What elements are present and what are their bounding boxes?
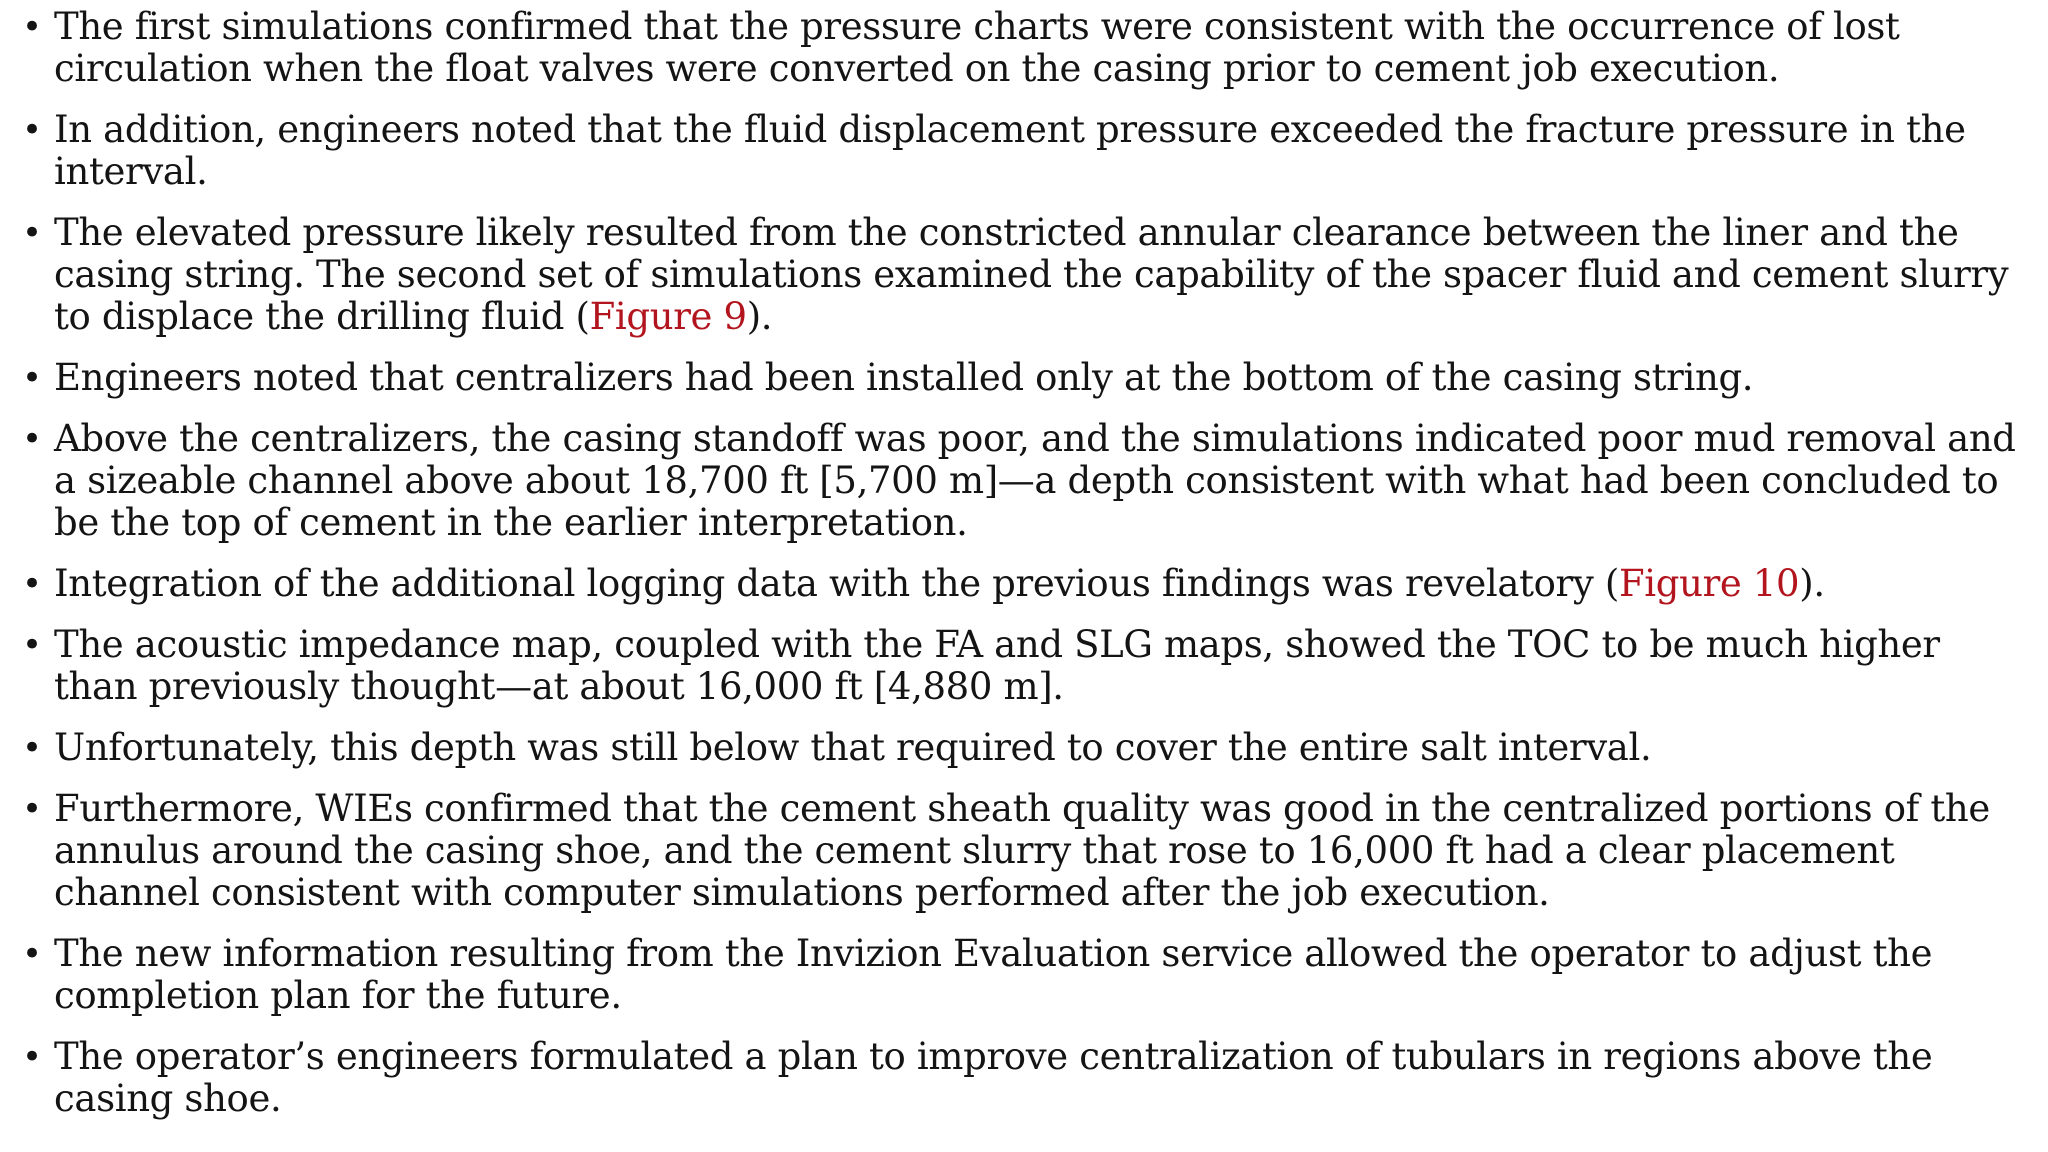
bullet-item-1 xyxy=(20,6,2028,90)
bullet-text: The acoustic impedance map, coupled with the FA and SLG maps, showed the TOC to be much higher than previously thought—at about 16,000 ft [4,880 m]. xyxy=(54,623,1940,708)
bullet-item-10 xyxy=(20,933,2028,1017)
bullet-item-2 xyxy=(20,109,2028,193)
bullet-marker: • xyxy=(22,728,43,768)
bullet-marker: • xyxy=(22,564,43,604)
bullet-text: Above the centralizers, the casing standoff was poor, and the simulations indicated poor mud removal and a sizeable channel above about 18,700 ft [5,700 m]—a depth consistent with what had been concluded to be the top of cement in the earlier interpretation. xyxy=(54,417,2016,544)
bullet-item-11 xyxy=(20,1036,2028,1120)
bullet-text: Furthermore, WIEs confirmed that the cement sheath quality was good in the centralized portions of the annulus around the casing shoe, and the cement slurry that rose to 16,000 ft had a clear placement channel consistent with computer simulations performed after the job execution. xyxy=(54,787,1990,914)
bullet-text-before: Integration of the additional logging data with the previous findings was revelatory ( xyxy=(54,562,1619,605)
bullet-text: The new information resulting from the Invizion Evaluation service allowed the operator to adjust the completion plan for the future. xyxy=(54,932,1933,1017)
bullet-item-9 xyxy=(20,788,2028,914)
bullet-item-3 xyxy=(20,212,2028,338)
bullet-item-5 xyxy=(20,418,2028,544)
bullet-marker: • xyxy=(22,934,43,974)
bullet-marker: • xyxy=(22,419,43,459)
bullet-marker: • xyxy=(22,1037,43,1077)
bullet-text xyxy=(54,212,2028,338)
bullet-text: Engineers noted that centralizers had been installed only at the bottom of the casing string. xyxy=(54,356,1754,399)
bullet-text-before: The elevated pressure likely resulted from the constricted annular clearance between the liner and the casing string. The second set of simulations examined the capability of the spacer fluid and cement slurry to displace the drilling fluid ( xyxy=(54,211,2009,338)
figure-9-link[interactable]: Figure 9 xyxy=(589,295,747,338)
bullet-marker: • xyxy=(22,110,43,150)
bullet-text: The first simulations confirmed that the pressure charts were consistent with the occurrence of lost circulation when the float valves were converted on the casing prior to cement job execution. xyxy=(54,5,1900,90)
bullet-marker: • xyxy=(22,358,43,398)
figure-10-link[interactable]: Figure 10 xyxy=(1618,562,1800,605)
bullet-text: The operator’s engineers formulated a plan to improve centralization of tubulars in regions above the casing shoe. xyxy=(54,1035,1933,1120)
bullet-text xyxy=(54,563,2028,605)
bullet-text-after: ). xyxy=(746,295,773,338)
bullet-text-after: ). xyxy=(1799,562,1825,605)
bullet-item-6 xyxy=(20,563,2028,605)
bullet-marker: • xyxy=(22,625,43,665)
bullet-text: Unfortunately, this depth was still below that required to cover the entire salt interval. xyxy=(54,726,1652,769)
bullet-text: In addition, engineers noted that the fluid displacement pressure exceeded the fracture pressure in the interval. xyxy=(54,108,1966,193)
bullet-marker: • xyxy=(22,7,43,47)
bullet-list xyxy=(20,6,2028,1120)
bullet-item-8 xyxy=(20,727,2028,769)
bullet-marker: • xyxy=(22,213,43,253)
bullet-marker: • xyxy=(22,789,43,829)
bullet-item-4 xyxy=(20,357,2028,399)
bullet-item-7 xyxy=(20,624,2028,708)
